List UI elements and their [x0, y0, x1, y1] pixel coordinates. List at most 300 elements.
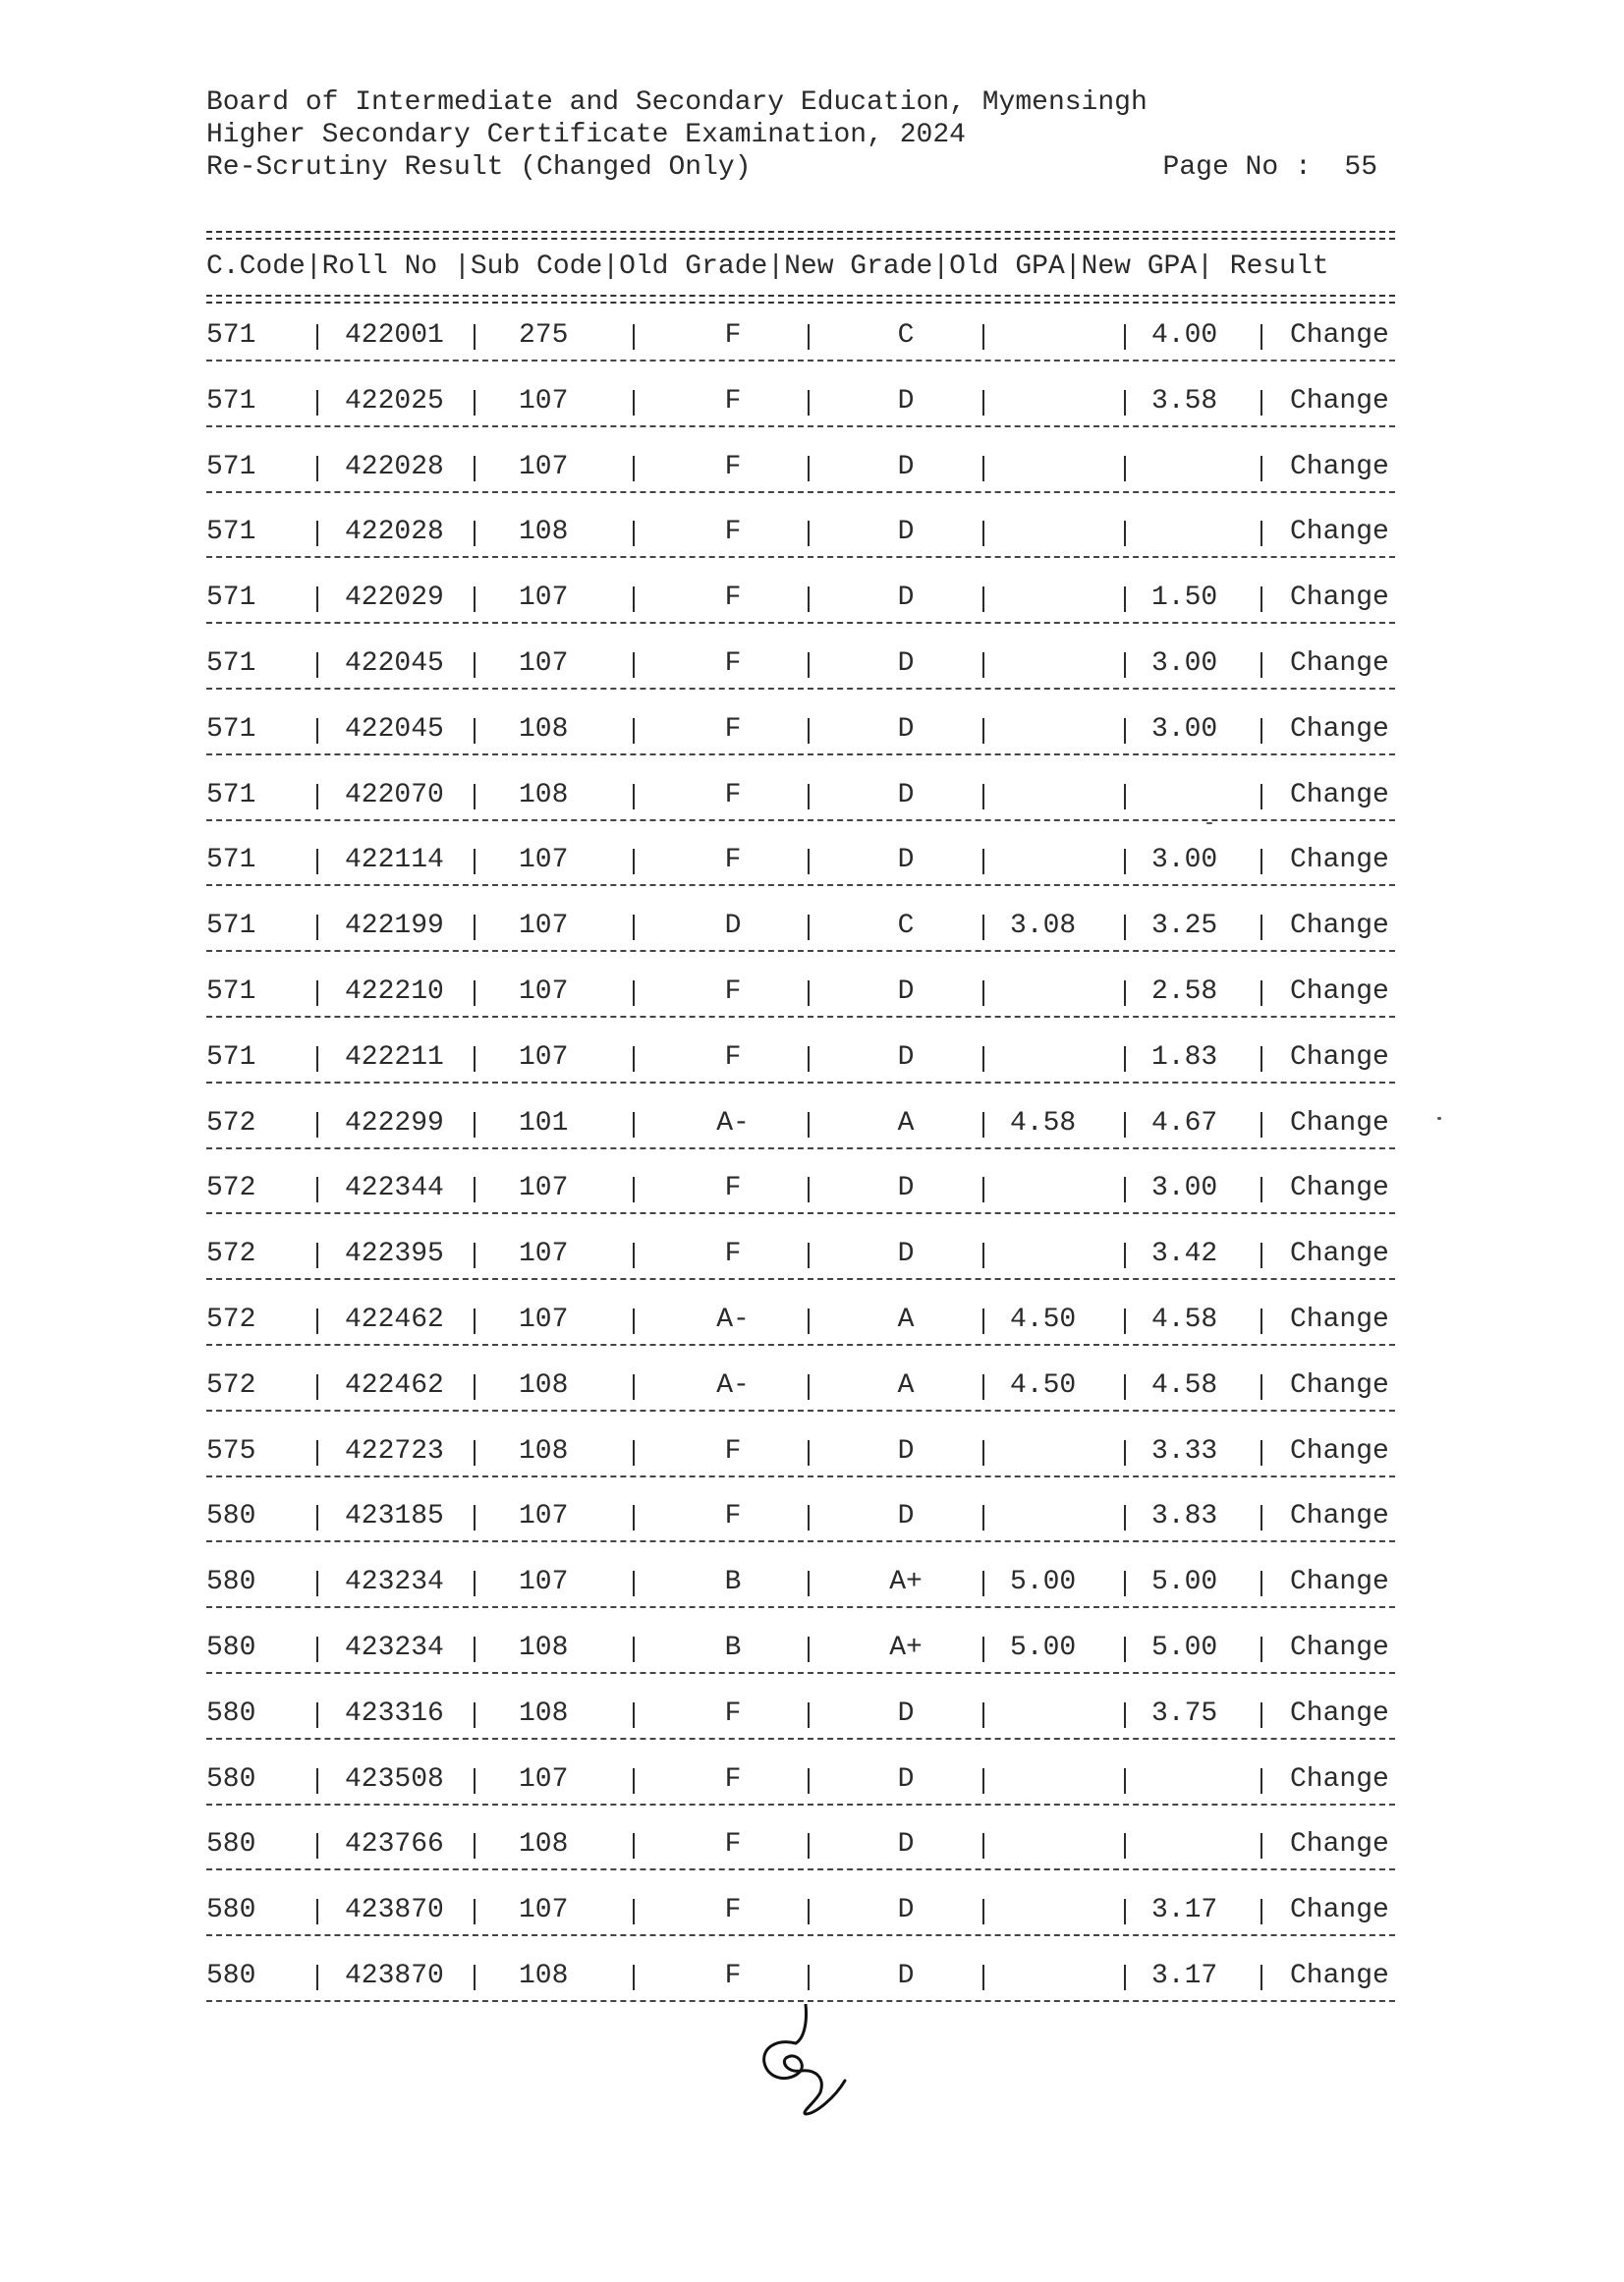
- column-separator: [1124, 521, 1126, 546]
- column-separator: [1124, 456, 1126, 481]
- new-grade-cell: D: [897, 1239, 915, 1269]
- column-separator: [474, 980, 476, 1006]
- result-cell: Change: [1290, 845, 1389, 875]
- column-separator: [633, 1243, 635, 1268]
- column-separator: [316, 456, 318, 481]
- new-gpa-cell: 3.17: [1151, 1961, 1218, 1991]
- new-gpa-cell: 4.58: [1151, 1370, 1218, 1401]
- column-separator: [808, 1637, 810, 1662]
- new-grade-cell: D: [897, 1764, 915, 1795]
- sub-code-cell: 107: [519, 1501, 569, 1531]
- result-cell: Change: [1290, 1305, 1389, 1335]
- table-header: C.Code|Roll No |Sub Code|Old Grade|New Grade|Old GPA|New GPA| Result: [206, 251, 1329, 282]
- column-separator: [1260, 456, 1262, 481]
- row-divider: [206, 1540, 1395, 1542]
- new-gpa-cell: 3.25: [1151, 911, 1218, 941]
- column-separator: [1124, 718, 1126, 744]
- column-separator: [316, 718, 318, 744]
- column-separator: [316, 1702, 318, 1728]
- old-grade-cell: F: [724, 1764, 742, 1795]
- sub-code-cell: 107: [519, 1895, 569, 1925]
- column-separator: [316, 849, 318, 874]
- column-separator: [316, 1965, 318, 1990]
- roll-no-cell: 422462: [345, 1370, 444, 1401]
- new-grade-cell: D: [897, 1436, 915, 1467]
- column-separator: [316, 1243, 318, 1268]
- column-separator: [474, 1177, 476, 1202]
- column-separator: [1260, 1046, 1262, 1072]
- scan-speck: [1206, 822, 1212, 824]
- column-separator: [982, 456, 984, 481]
- row-divider: [206, 950, 1395, 952]
- column-separator: [1124, 849, 1126, 874]
- column-separator: [982, 1505, 984, 1531]
- table-row: [206, 1961, 1395, 1994]
- new-grade-cell: D: [897, 1173, 915, 1203]
- row-divider: [206, 753, 1395, 755]
- column-separator: [633, 652, 635, 678]
- row-divider: [206, 688, 1395, 690]
- row-divider: [206, 1606, 1395, 1608]
- column-separator: [1260, 1833, 1262, 1859]
- column-separator: [474, 1243, 476, 1268]
- result-cell: Change: [1290, 452, 1389, 482]
- column-separator: [474, 1571, 476, 1596]
- column-separator: [808, 784, 810, 809]
- c-code-cell: 580: [206, 1501, 256, 1531]
- result-cell: Change: [1290, 780, 1389, 810]
- column-separator: [982, 1768, 984, 1794]
- board-name: Board of Intermediate and Secondary Education, Mymensingh: [206, 87, 1148, 118]
- column-separator: [1260, 915, 1262, 940]
- column-separator: [982, 1374, 984, 1400]
- column-separator: [808, 652, 810, 678]
- column-separator: [982, 1046, 984, 1072]
- old-gpa-cell: 4.50: [1010, 1370, 1077, 1401]
- roll-no-cell: 422211: [345, 1042, 444, 1073]
- exam-name: Higher Secondary Certificate Examination, 2024: [206, 120, 966, 150]
- c-code-cell: 571: [206, 320, 256, 351]
- page-number-block: [1163, 151, 1377, 184]
- result-cell: Change: [1290, 1108, 1389, 1139]
- table-row: [206, 1108, 1395, 1141]
- roll-no-cell: 423766: [345, 1829, 444, 1860]
- c-code-cell: 571: [206, 517, 256, 547]
- sub-code-cell: 107: [519, 452, 569, 482]
- c-code-cell: 580: [206, 1567, 256, 1597]
- column-separator: [316, 1374, 318, 1400]
- old-grade-cell: A-: [716, 1370, 750, 1401]
- column-separator: [633, 784, 635, 809]
- column-separator: [316, 1505, 318, 1531]
- column-separator: [474, 1440, 476, 1466]
- column-separator: [982, 652, 984, 678]
- column-separator: [316, 1899, 318, 1924]
- table-row: [206, 1698, 1395, 1732]
- column-separator: [316, 784, 318, 809]
- column-separator: [982, 784, 984, 809]
- row-divider: [206, 1672, 1395, 1674]
- new-grade-cell: D: [897, 1961, 915, 1991]
- sub-code-cell: 107: [519, 1764, 569, 1795]
- c-code-cell: 572: [206, 1370, 256, 1401]
- column-separator: [633, 915, 635, 940]
- new-gpa-cell: 4.67: [1151, 1108, 1218, 1139]
- column-separator: [633, 980, 635, 1006]
- row-divider: [206, 1212, 1395, 1214]
- column-separator: [633, 1702, 635, 1728]
- new-gpa-cell: 3.42: [1151, 1239, 1218, 1269]
- sub-code-cell: 108: [519, 780, 569, 810]
- column-separator: [633, 849, 635, 874]
- column-separator: [1260, 1177, 1262, 1202]
- column-separator: [808, 1112, 810, 1138]
- roll-no-cell: 422210: [345, 976, 444, 1007]
- result-cell: Change: [1290, 714, 1389, 745]
- column-separator: [1124, 1112, 1126, 1138]
- column-separator: [633, 1505, 635, 1531]
- old-grade-cell: F: [724, 976, 742, 1007]
- c-code-cell: 580: [206, 1633, 256, 1663]
- column-separator: [474, 1505, 476, 1531]
- column-separator: [474, 1637, 476, 1662]
- column-separator: [1124, 1833, 1126, 1859]
- table-row: [206, 1370, 1395, 1404]
- row-divider: [206, 1278, 1395, 1280]
- new-gpa-cell: 3.75: [1151, 1698, 1218, 1729]
- header-top-rule: [206, 231, 1395, 240]
- new-grade-cell: A+: [889, 1633, 923, 1663]
- row-divider: [206, 884, 1395, 886]
- row-divider: [206, 1016, 1395, 1018]
- column-separator: [1260, 1440, 1262, 1466]
- column-separator: [982, 1833, 984, 1859]
- column-separator: [1124, 1243, 1126, 1268]
- column-separator: [316, 1571, 318, 1596]
- column-separator: [808, 980, 810, 1006]
- column-separator: [316, 980, 318, 1006]
- c-code-cell: 580: [206, 1698, 256, 1729]
- column-separator: [808, 1702, 810, 1728]
- c-code-cell: 571: [206, 845, 256, 875]
- column-separator: [982, 849, 984, 874]
- column-separator: [808, 718, 810, 744]
- column-separator: [1260, 1374, 1262, 1400]
- column-separator: [1124, 1768, 1126, 1794]
- new-gpa-cell: 2.58: [1151, 976, 1218, 1007]
- c-code-cell: 571: [206, 648, 256, 679]
- page-number: 55: [1344, 152, 1377, 183]
- result-cell: Change: [1290, 1961, 1389, 1991]
- column-separator: [316, 652, 318, 678]
- title-row: [206, 151, 1377, 184]
- sub-code-cell: 108: [519, 1829, 569, 1860]
- column-separator: [316, 1046, 318, 1072]
- column-separator: [808, 1243, 810, 1268]
- column-separator: [1260, 980, 1262, 1006]
- result-cell: Change: [1290, 1567, 1389, 1597]
- column-separator: [1260, 849, 1262, 874]
- table-row: [206, 1829, 1395, 1863]
- new-gpa-cell: 3.83: [1151, 1501, 1218, 1531]
- roll-no-cell: 422723: [345, 1436, 444, 1467]
- row-divider: [206, 1475, 1395, 1477]
- column-separator: [633, 1308, 635, 1334]
- roll-no-cell: 423234: [345, 1633, 444, 1663]
- column-separator: [474, 1768, 476, 1794]
- roll-no-cell: 422114: [345, 845, 444, 875]
- column-separator: [474, 915, 476, 940]
- old-grade-cell: F: [724, 1895, 742, 1925]
- column-separator: [316, 1308, 318, 1334]
- table-row: [206, 1042, 1395, 1076]
- column-separator: [808, 521, 810, 546]
- result-cell: Change: [1290, 1698, 1389, 1729]
- new-grade-cell: D: [897, 780, 915, 810]
- table-row: [206, 386, 1395, 419]
- column-separator: [1124, 1046, 1126, 1072]
- old-grade-cell: F: [724, 1173, 742, 1203]
- old-grade-cell: F: [724, 1436, 742, 1467]
- old-grade-cell: F: [724, 1239, 742, 1269]
- page-label: Page No :: [1162, 152, 1312, 183]
- new-gpa-cell: 1.50: [1151, 583, 1218, 613]
- roll-no-cell: 423508: [345, 1764, 444, 1795]
- row-divider: [206, 2000, 1395, 2002]
- result-cell: Change: [1290, 911, 1389, 941]
- column-separator: [1260, 1571, 1262, 1596]
- sub-code-cell: 107: [519, 845, 569, 875]
- table-row: [206, 648, 1395, 682]
- sub-code-cell: 108: [519, 1436, 569, 1467]
- old-grade-cell: F: [724, 517, 742, 547]
- new-gpa-cell: 3.00: [1151, 648, 1218, 679]
- column-separator: [474, 324, 476, 350]
- new-grade-cell: D: [897, 452, 915, 482]
- column-separator: [982, 390, 984, 416]
- column-separator: [316, 915, 318, 940]
- column-separator: [982, 1571, 984, 1596]
- new-grade-cell: D: [897, 845, 915, 875]
- column-separator: [474, 652, 476, 678]
- column-separator: [474, 784, 476, 809]
- column-separator: [1260, 1112, 1262, 1138]
- table-row: [206, 976, 1395, 1010]
- c-code-cell: 571: [206, 714, 256, 745]
- sub-code-cell: 107: [519, 386, 569, 417]
- column-separator: [316, 521, 318, 546]
- sub-code-cell: 107: [519, 1239, 569, 1269]
- column-separator: [633, 390, 635, 416]
- column-separator: [633, 1440, 635, 1466]
- new-grade-cell: D: [897, 976, 915, 1007]
- column-separator: [982, 1243, 984, 1268]
- row-divider: [206, 1738, 1395, 1740]
- column-separator: [982, 915, 984, 940]
- column-separator: [808, 1308, 810, 1334]
- column-separator: [808, 1833, 810, 1859]
- row-divider: [206, 819, 1395, 821]
- column-separator: [808, 1505, 810, 1531]
- column-separator: [633, 1177, 635, 1202]
- row-divider: [206, 1147, 1395, 1149]
- column-separator: [316, 1768, 318, 1794]
- column-separator: [1124, 1308, 1126, 1334]
- row-divider: [206, 556, 1395, 558]
- old-grade-cell: F: [724, 845, 742, 875]
- roll-no-cell: 422045: [345, 648, 444, 679]
- column-separator: [1260, 1637, 1262, 1662]
- column-separator: [1260, 586, 1262, 612]
- sub-code-cell: 107: [519, 1567, 569, 1597]
- row-divider: [206, 1082, 1395, 1084]
- roll-no-cell: 423316: [345, 1698, 444, 1729]
- column-separator: [982, 1899, 984, 1924]
- old-grade-cell: B: [724, 1567, 742, 1597]
- old-gpa-cell: 5.00: [1010, 1633, 1077, 1663]
- column-separator: [633, 1637, 635, 1662]
- old-grade-cell: F: [724, 320, 742, 351]
- result-cell: Change: [1290, 976, 1389, 1007]
- roll-no-cell: 423870: [345, 1961, 444, 1991]
- row-divider: [206, 491, 1395, 493]
- roll-no-cell: 422045: [345, 714, 444, 745]
- new-gpa-cell: 3.33: [1151, 1436, 1218, 1467]
- roll-no-cell: 422070: [345, 780, 444, 810]
- column-separator: [316, 586, 318, 612]
- column-separator: [633, 521, 635, 546]
- result-cell: Change: [1290, 1764, 1389, 1795]
- column-separator: [1124, 1177, 1126, 1202]
- column-separator: [633, 1833, 635, 1859]
- roll-no-cell: 422199: [345, 911, 444, 941]
- column-separator: [474, 586, 476, 612]
- old-gpa-cell: 4.50: [1010, 1305, 1077, 1335]
- column-separator: [316, 1833, 318, 1859]
- sub-code-cell: 107: [519, 583, 569, 613]
- old-grade-cell: F: [724, 386, 742, 417]
- c-code-cell: 571: [206, 780, 256, 810]
- old-gpa-cell: 4.58: [1010, 1108, 1077, 1139]
- table-row: [206, 583, 1395, 616]
- old-grade-cell: F: [724, 583, 742, 613]
- column-separator: [982, 586, 984, 612]
- column-separator: [1260, 1243, 1262, 1268]
- result-cell: Change: [1290, 320, 1389, 351]
- column-separator: [633, 1112, 635, 1138]
- column-separator: [808, 390, 810, 416]
- c-code-cell: 580: [206, 1961, 256, 1991]
- sub-code-cell: 107: [519, 1173, 569, 1203]
- result-cell: Change: [1290, 1633, 1389, 1663]
- column-separator: [474, 1112, 476, 1138]
- new-grade-cell: D: [897, 1895, 915, 1925]
- column-separator: [808, 849, 810, 874]
- sub-code-cell: 107: [519, 911, 569, 941]
- column-separator: [474, 1833, 476, 1859]
- result-cell: Change: [1290, 1173, 1389, 1203]
- column-separator: [982, 1702, 984, 1728]
- sub-code-cell: 107: [519, 1042, 569, 1073]
- table-row: [206, 780, 1395, 813]
- column-separator: [633, 1899, 635, 1924]
- new-grade-cell: D: [897, 517, 915, 547]
- column-separator: [1124, 1637, 1126, 1662]
- new-grade-cell: D: [897, 648, 915, 679]
- column-separator: [982, 521, 984, 546]
- c-code-cell: 572: [206, 1305, 256, 1335]
- new-grade-cell: C: [897, 320, 915, 351]
- column-separator: [474, 390, 476, 416]
- old-grade-cell: F: [724, 780, 742, 810]
- roll-no-cell: 422029: [345, 583, 444, 613]
- column-separator: [982, 1112, 984, 1138]
- new-grade-cell: A+: [889, 1567, 923, 1597]
- c-code-cell: 571: [206, 1042, 256, 1073]
- old-gpa-cell: 5.00: [1010, 1567, 1077, 1597]
- result-cell: Change: [1290, 1436, 1389, 1467]
- table-row: [206, 1305, 1395, 1338]
- table-row: [206, 517, 1395, 550]
- result-cell: Change: [1290, 648, 1389, 679]
- old-grade-cell: F: [724, 714, 742, 745]
- row-divider: [206, 360, 1395, 362]
- roll-no-cell: 422344: [345, 1173, 444, 1203]
- column-separator: [1124, 784, 1126, 809]
- old-grade-cell: A-: [716, 1108, 750, 1139]
- column-separator: [1124, 1899, 1126, 1924]
- table-row: [206, 452, 1395, 485]
- column-separator: [474, 849, 476, 874]
- column-separator: [474, 456, 476, 481]
- c-code-cell: 572: [206, 1108, 256, 1139]
- c-code-cell: 572: [206, 1173, 256, 1203]
- column-separator: [1124, 652, 1126, 678]
- column-separator: [1260, 1768, 1262, 1794]
- column-separator: [633, 1571, 635, 1596]
- column-separator: [1260, 1899, 1262, 1924]
- sub-code-cell: 108: [519, 714, 569, 745]
- sub-code-cell: 108: [519, 1370, 569, 1401]
- column-separator: [1260, 1505, 1262, 1531]
- result-cell: Change: [1290, 1829, 1389, 1860]
- column-separator: [1124, 1571, 1126, 1596]
- sub-code-cell: 107: [519, 648, 569, 679]
- row-divider: [206, 425, 1395, 427]
- column-separator: [474, 1374, 476, 1400]
- table-row: [206, 714, 1395, 748]
- old-grade-cell: F: [724, 1829, 742, 1860]
- column-separator: [1124, 980, 1126, 1006]
- old-grade-cell: F: [724, 1961, 742, 1991]
- new-gpa-cell: 3.58: [1151, 386, 1218, 417]
- result-cell: Change: [1290, 1370, 1389, 1401]
- column-separator: [474, 1702, 476, 1728]
- c-code-cell: 580: [206, 1895, 256, 1925]
- row-divider: [206, 1868, 1395, 1870]
- column-separator: [982, 1440, 984, 1466]
- column-separator: [1124, 390, 1126, 416]
- roll-no-cell: 422028: [345, 452, 444, 482]
- c-code-cell: 571: [206, 452, 256, 482]
- old-grade-cell: B: [724, 1633, 742, 1663]
- sub-code-cell: 275: [519, 320, 569, 351]
- sub-code-cell: 108: [519, 517, 569, 547]
- column-separator: [808, 1768, 810, 1794]
- result-title: Re-Scrutiny Result (Changed Only): [206, 152, 752, 183]
- row-divider: [206, 1934, 1395, 1936]
- column-separator: [808, 1440, 810, 1466]
